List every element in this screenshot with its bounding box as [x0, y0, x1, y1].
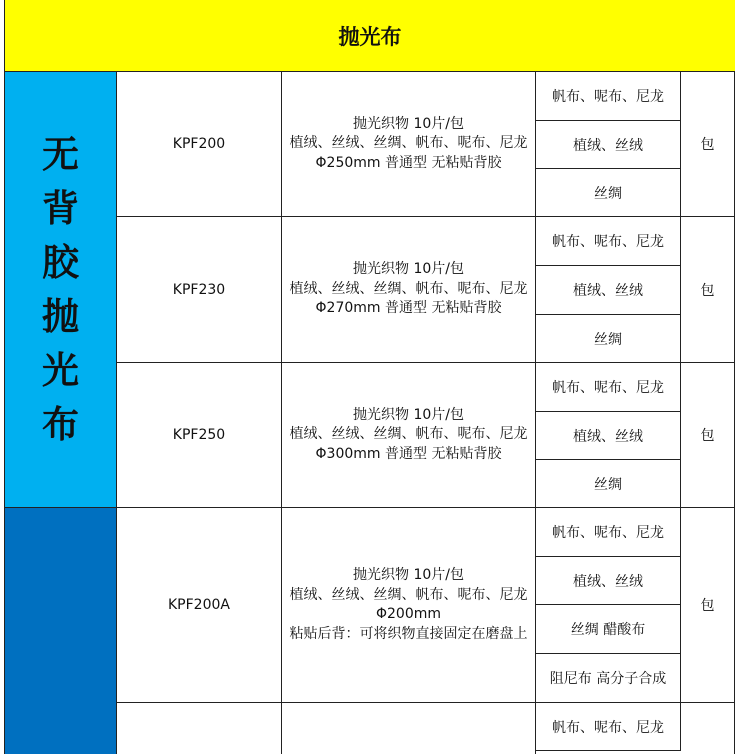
description-line: Φ270mm 普通型 无粘贴背胶 — [315, 300, 502, 317]
unit-cell: 包 — [681, 508, 735, 703]
description-cell — [282, 363, 536, 508]
description-line: 植绒、丝绒、丝绸、帆布、呢布、尼龙 — [289, 586, 528, 603]
category-char: 布 — [42, 402, 79, 446]
description-line: 抛光织物 10片/包 — [353, 115, 464, 132]
unit-cell: 包 — [681, 72, 735, 217]
description-line: 植绒、丝绒、丝绸、帆布、呢布、尼龙 — [289, 135, 528, 152]
unit-cell: 包 — [681, 363, 735, 508]
unit-cell: 包 — [681, 217, 735, 363]
category-label — [42, 128, 79, 452]
material-cell: 帆布、呢布、尼龙 — [536, 72, 681, 121]
category-char: 无 — [42, 132, 79, 176]
category-char: 抛 — [42, 294, 79, 338]
material-cell: 植绒、丝绒 — [536, 121, 681, 169]
description-line: 植绒、丝绒、丝绸、帆布、呢布、尼龙 — [289, 426, 528, 443]
model-cell: KPF230 — [117, 217, 282, 363]
material-cell: 丝绸 — [536, 169, 681, 217]
description-line: Φ250mm 普通型 无粘贴背胶 — [315, 154, 502, 171]
category-cell-no-adhesive — [4, 72, 117, 508]
material-cell: 帆布、呢布、尼龙 — [536, 217, 681, 266]
category-char: 背 — [42, 186, 79, 230]
description-line: Φ300mm 普通型 无粘贴背胶 — [315, 445, 502, 462]
description-line: 植绒、丝绒、丝绸、帆布、呢布、尼龙 — [289, 280, 528, 297]
model-cell — [117, 703, 282, 754]
model-cell: KPF250 — [117, 363, 282, 508]
unit-cell — [681, 703, 735, 754]
description-cell — [282, 508, 536, 703]
model-cell: KPF200 — [117, 72, 282, 217]
material-cell: 帆布、呢布、尼龙 — [536, 363, 681, 412]
category-cell-adhesive — [4, 508, 117, 754]
description-line: 抛光织物 10片/包 — [353, 261, 464, 278]
category-char: 胶 — [42, 240, 79, 284]
table-header: 抛光布 — [4, 0, 735, 72]
material-cell: 植绒、丝绒 — [536, 557, 681, 605]
material-cell: 丝绸 — [536, 460, 681, 508]
description-line: Φ200mm — [375, 606, 442, 622]
description-line: 抛光织物 10片/包 — [353, 406, 464, 423]
category-char: 光 — [42, 348, 79, 392]
material-cell: 阻尼布 高分子合成 — [536, 654, 681, 703]
description-cell — [282, 703, 536, 754]
material-cell: 帆布、呢布、尼龙 — [536, 703, 681, 751]
material-cell: 植绒、丝绒 — [536, 412, 681, 460]
material-cell: 丝绸 醋酸布 — [536, 605, 681, 654]
material-cell: 植绒、丝绒 — [536, 266, 681, 315]
material-cell: 帆布、呢布、尼龙 — [536, 508, 681, 557]
description-line: 粘贴后背：可将织物直接固定在磨盘上 — [289, 625, 528, 642]
description-cell — [282, 72, 536, 217]
description-cell — [282, 217, 536, 363]
model-cell: KPF200A — [117, 508, 282, 703]
description-line: 抛光织物 10片/包 — [353, 567, 464, 583]
material-cell: 丝绸 — [536, 315, 681, 363]
